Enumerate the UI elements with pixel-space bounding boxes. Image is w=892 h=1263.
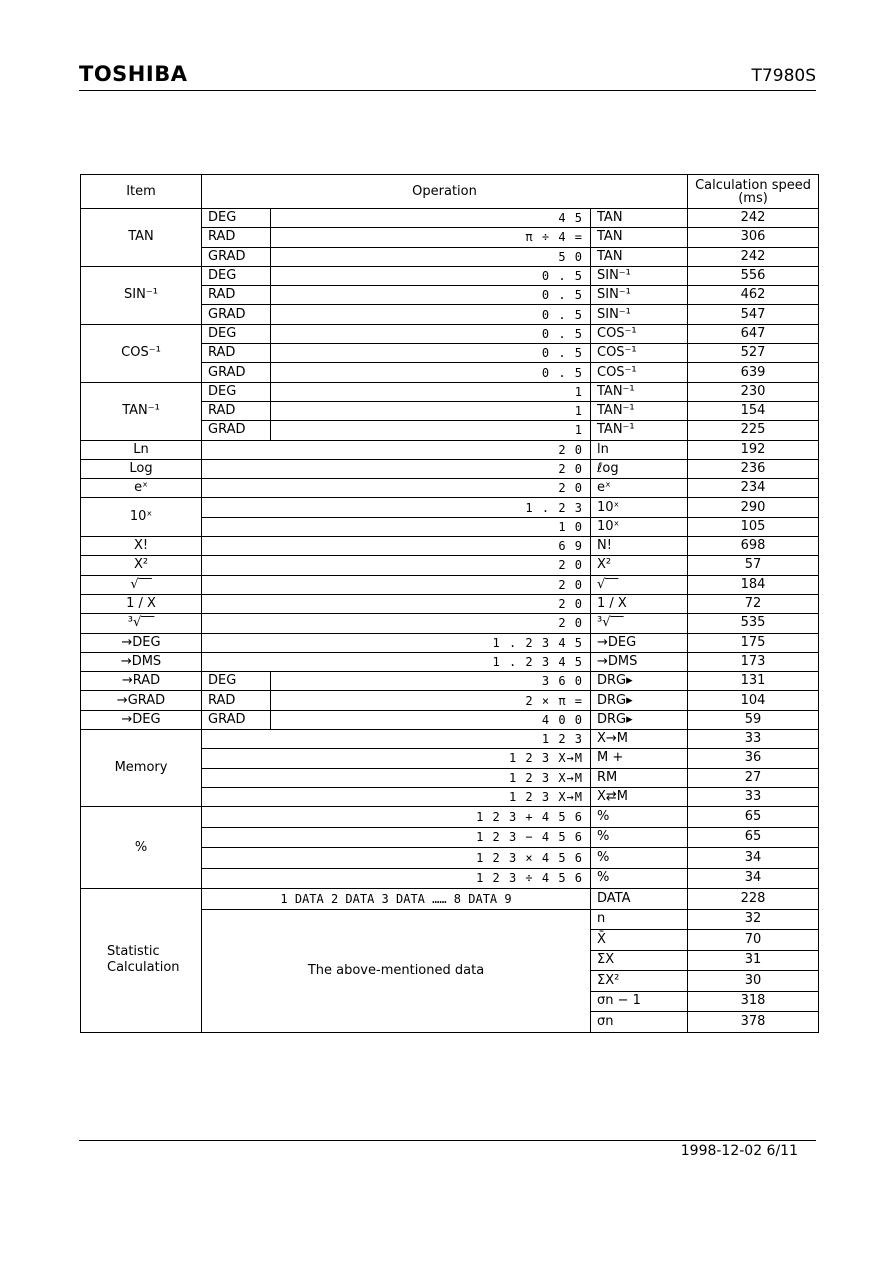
key-sequence: 0 . 5 — [271, 286, 591, 305]
table-row — [81, 710, 819, 729]
key-sequence: 1 2 3 X→M — [202, 768, 591, 787]
result-key: RM — [591, 768, 688, 787]
result-key: σn — [591, 1012, 688, 1033]
result-key: ΣX² — [591, 971, 688, 992]
speed-value: 230 — [688, 382, 819, 401]
cube-root-icon: ³√‾‾ — [591, 614, 688, 633]
speed-value: 234 — [688, 479, 819, 498]
angle-mode: RAD — [202, 228, 271, 247]
brand-logo: TOSHIBA — [79, 62, 188, 86]
angle-mode: DEG — [202, 672, 271, 691]
table-row — [81, 209, 819, 228]
key-sequence: 0 . 5 — [271, 305, 591, 324]
item-label: 10ˣ — [81, 498, 202, 537]
item-label — [81, 889, 202, 1033]
item-label: →DEG — [81, 633, 202, 652]
table-row — [81, 652, 819, 671]
key-sequence: π ÷ 4 = — [271, 228, 591, 247]
result-key: eˣ — [591, 479, 688, 498]
key-sequence: 2 0 — [202, 614, 591, 633]
key-sequence: 2 0 — [202, 556, 591, 575]
part-number: T7980S — [751, 66, 816, 86]
table-row — [81, 633, 819, 652]
speed-value: 698 — [688, 537, 819, 556]
result-key: TAN — [591, 247, 688, 266]
result-key: COS⁻¹ — [591, 344, 688, 363]
key-sequence: 0 . 5 — [271, 324, 591, 343]
speed-value: 228 — [688, 889, 819, 910]
result-key: SIN⁻¹ — [591, 286, 688, 305]
table-row — [81, 556, 819, 575]
result-key: ln — [591, 440, 688, 459]
item-label: TAN — [81, 209, 202, 267]
speed-value: 36 — [688, 749, 819, 768]
table-row — [81, 498, 819, 517]
result-key: X̄ — [591, 930, 688, 951]
result-key: 1 / X — [591, 594, 688, 613]
footer-divider — [79, 1140, 816, 1141]
stat-label-line2: Calculation — [107, 960, 180, 976]
item-label: →DEG — [81, 710, 202, 729]
calculation-speed-table — [80, 174, 819, 1033]
angle-mode: GRAD — [202, 247, 271, 266]
item-label: →GRAD — [81, 691, 202, 710]
table-row — [81, 691, 819, 710]
footer-date-page: 1998-12-02 6/11 — [680, 1143, 798, 1159]
speed-value: 27 — [688, 768, 819, 787]
table-row — [81, 324, 819, 343]
table-row — [81, 382, 819, 401]
speed-value: 34 — [688, 868, 819, 889]
key-sequence: 1 2 3 X→M — [202, 749, 591, 768]
table-row — [81, 440, 819, 459]
item-label: X² — [81, 556, 202, 575]
header-operation: Operation — [202, 175, 688, 209]
cube-root-icon: ³√‾‾ — [81, 614, 202, 633]
speed-value: 175 — [688, 633, 819, 652]
key-sequence: 2 × π = — [271, 691, 591, 710]
item-label: COS⁻¹ — [81, 324, 202, 382]
item-label: eˣ — [81, 479, 202, 498]
key-sequence: 0 . 5 — [271, 344, 591, 363]
key-sequence: 1 2 3 X→M — [202, 787, 591, 806]
key-sequence: 3 6 0 — [271, 672, 591, 691]
speed-value: 184 — [688, 575, 819, 594]
result-key: COS⁻¹ — [591, 363, 688, 382]
header-divider — [79, 90, 816, 91]
result-key: N! — [591, 537, 688, 556]
angle-mode: RAD — [202, 401, 271, 420]
item-label: →DMS — [81, 652, 202, 671]
speed-value: 104 — [688, 691, 819, 710]
result-key: 10ˣ — [591, 498, 688, 517]
speed-value: 65 — [688, 827, 819, 848]
key-sequence: 4 0 0 — [271, 710, 591, 729]
angle-mode: GRAD — [202, 421, 271, 440]
key-sequence: 2 0 — [202, 479, 591, 498]
result-key: →DMS — [591, 652, 688, 671]
angle-mode: DEG — [202, 266, 271, 285]
key-sequence: 2 0 — [202, 575, 591, 594]
sqrt-icon: √‾‾ — [81, 575, 202, 594]
speed-value: 225 — [688, 421, 819, 440]
result-key: σn − 1 — [591, 991, 688, 1012]
speed-value: 70 — [688, 930, 819, 951]
speed-value: 154 — [688, 401, 819, 420]
key-sequence: 1 2 3 − 4 5 6 — [202, 827, 591, 848]
speed-value: 131 — [688, 672, 819, 691]
header-speed — [688, 175, 819, 209]
result-key: DATA — [591, 889, 688, 910]
result-key: DRG▸ — [591, 691, 688, 710]
key-sequence: 2 0 — [202, 459, 591, 478]
speed-value: 32 — [688, 909, 819, 930]
item-label: 1 / X — [81, 594, 202, 613]
speed-value: 192 — [688, 440, 819, 459]
speed-value: 31 — [688, 950, 819, 971]
sqrt-icon: √‾‾ — [591, 575, 688, 594]
header-item: Item — [81, 175, 202, 209]
header-speed-label: Calculation speed — [695, 177, 811, 193]
result-key: SIN⁻¹ — [591, 305, 688, 324]
key-sequence: 1 . 2 3 4 5 — [202, 652, 591, 671]
speed-value: 59 — [688, 710, 819, 729]
item-label: Memory — [81, 730, 202, 807]
speed-value: 556 — [688, 266, 819, 285]
table-header-row — [81, 175, 819, 209]
item-label: X! — [81, 537, 202, 556]
key-sequence: 1 DATA 2 DATA 3 DATA …… 8 DATA 9 — [202, 889, 591, 910]
speed-value: 547 — [688, 305, 819, 324]
result-key: TAN — [591, 228, 688, 247]
angle-mode: GRAD — [202, 363, 271, 382]
result-key: TAN⁻¹ — [591, 421, 688, 440]
result-key: % — [591, 827, 688, 848]
speed-value: 306 — [688, 228, 819, 247]
speed-value: 242 — [688, 209, 819, 228]
speed-value: 647 — [688, 324, 819, 343]
key-sequence: 1 — [271, 421, 591, 440]
speed-value: 242 — [688, 247, 819, 266]
item-label: % — [81, 807, 202, 889]
result-key: ℓog — [591, 459, 688, 478]
result-key: COS⁻¹ — [591, 324, 688, 343]
speed-value: 290 — [688, 498, 819, 517]
angle-mode: GRAD — [202, 305, 271, 324]
angle-mode: RAD — [202, 286, 271, 305]
key-sequence: 1 . 2 3 — [202, 498, 591, 517]
table-row — [81, 266, 819, 285]
result-key: X⇄M — [591, 787, 688, 806]
angle-mode: DEG — [202, 209, 271, 228]
angle-mode: RAD — [202, 344, 271, 363]
table-row — [81, 614, 819, 633]
result-key: TAN⁻¹ — [591, 382, 688, 401]
table-row — [81, 575, 819, 594]
result-key: DRG▸ — [591, 710, 688, 729]
key-sequence: 1 0 — [202, 517, 591, 536]
table-row — [81, 730, 819, 749]
item-label: →RAD — [81, 672, 202, 691]
speed-value: 34 — [688, 848, 819, 869]
key-sequence: 1 2 3 ÷ 4 5 6 — [202, 868, 591, 889]
result-key: X² — [591, 556, 688, 575]
key-sequence: 1 2 3 — [202, 730, 591, 749]
speed-value: 639 — [688, 363, 819, 382]
table-row — [81, 537, 819, 556]
stat-note: The above-mentioned data — [202, 909, 591, 1032]
key-sequence: 1 2 3 + 4 5 6 — [202, 807, 591, 828]
key-sequence: 2 0 — [202, 440, 591, 459]
speed-value: 378 — [688, 1012, 819, 1033]
speed-value: 318 — [688, 991, 819, 1012]
item-label: TAN⁻¹ — [81, 382, 202, 440]
result-key: SIN⁻¹ — [591, 266, 688, 285]
table-row — [81, 672, 819, 691]
result-key: % — [591, 807, 688, 828]
result-key: DRG▸ — [591, 672, 688, 691]
speed-value: 105 — [688, 517, 819, 536]
key-sequence: 4 5 — [271, 209, 591, 228]
speed-value: 535 — [688, 614, 819, 633]
result-key: n — [591, 909, 688, 930]
key-sequence: 2 0 — [202, 594, 591, 613]
stat-label-line1: Statistic — [107, 944, 160, 960]
key-sequence: 1 — [271, 382, 591, 401]
table-row — [81, 594, 819, 613]
key-sequence: 1 — [271, 401, 591, 420]
speed-value: 65 — [688, 807, 819, 828]
table-row — [81, 889, 819, 910]
result-key: TAN — [591, 209, 688, 228]
angle-mode: GRAD — [202, 710, 271, 729]
speed-value: 72 — [688, 594, 819, 613]
key-sequence: 0 . 5 — [271, 266, 591, 285]
result-key: ΣX — [591, 950, 688, 971]
speed-value: 527 — [688, 344, 819, 363]
speed-value: 236 — [688, 459, 819, 478]
key-sequence: 5 0 — [271, 247, 591, 266]
key-sequence: 0 . 5 — [271, 363, 591, 382]
result-key: TAN⁻¹ — [591, 401, 688, 420]
table-row — [81, 479, 819, 498]
speed-value: 462 — [688, 286, 819, 305]
speed-value: 33 — [688, 787, 819, 806]
header-speed-unit: (ms) — [738, 190, 768, 206]
angle-mode: DEG — [202, 382, 271, 401]
key-sequence: 6 9 — [202, 537, 591, 556]
item-label: Ln — [81, 440, 202, 459]
table-row — [81, 807, 819, 828]
result-key: X→M — [591, 730, 688, 749]
angle-mode: RAD — [202, 691, 271, 710]
result-key: % — [591, 848, 688, 869]
table-row — [81, 459, 819, 478]
key-sequence: 1 2 3 × 4 5 6 — [202, 848, 591, 869]
angle-mode: DEG — [202, 324, 271, 343]
result-key: →DEG — [591, 633, 688, 652]
result-key: 10ˣ — [591, 517, 688, 536]
item-label: Log — [81, 459, 202, 478]
result-key: % — [591, 868, 688, 889]
key-sequence: 1 . 2 3 4 5 — [202, 633, 591, 652]
item-label: SIN⁻¹ — [81, 266, 202, 324]
speed-value: 173 — [688, 652, 819, 671]
speed-value: 30 — [688, 971, 819, 992]
speed-value: 57 — [688, 556, 819, 575]
speed-value: 33 — [688, 730, 819, 749]
result-key: M + — [591, 749, 688, 768]
